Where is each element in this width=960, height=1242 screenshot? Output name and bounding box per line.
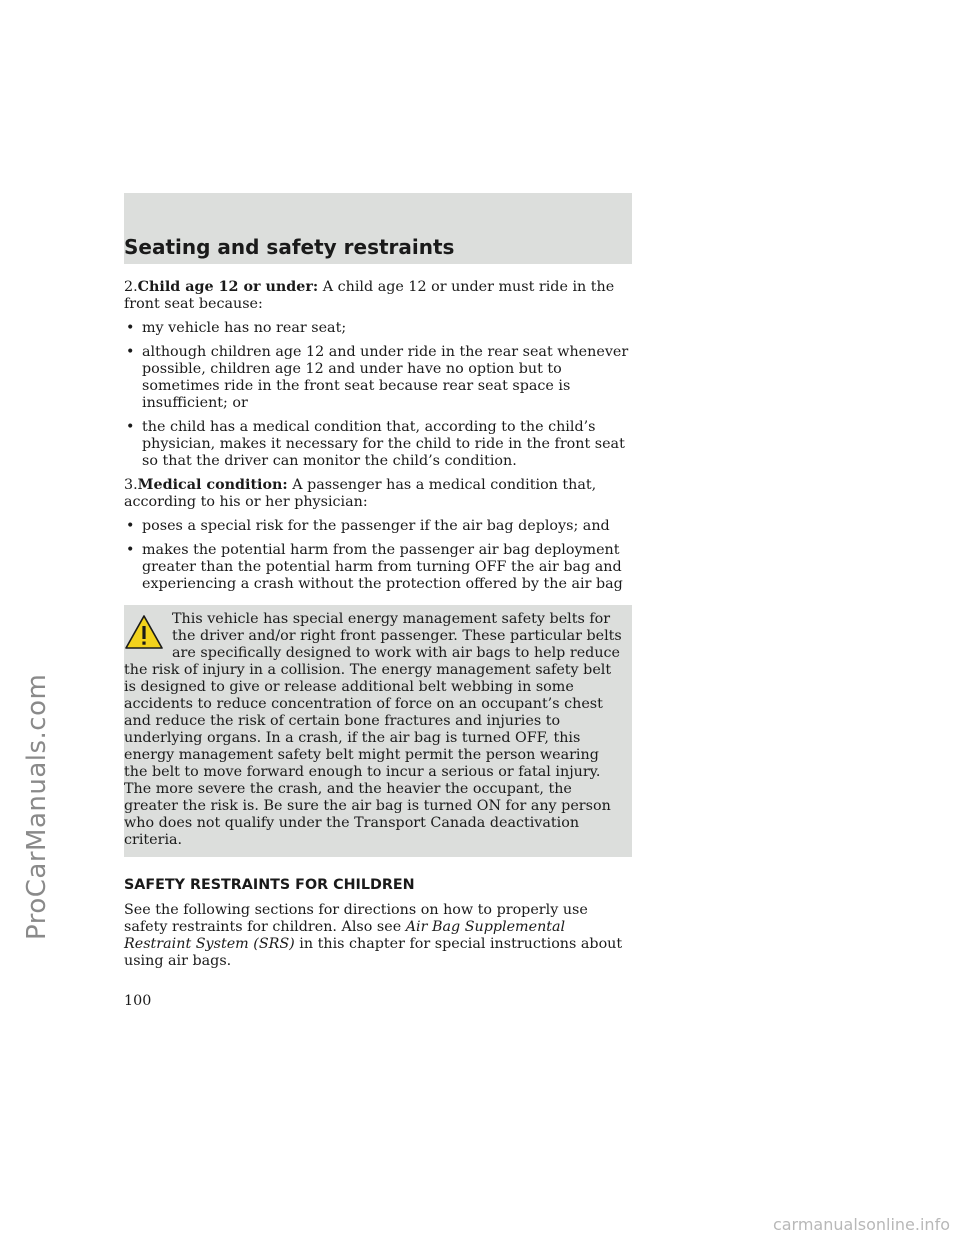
page-number: 100: [124, 993, 152, 1009]
item-text: A passenger has a medical condition that, according to his or her physician:: [124, 477, 597, 510]
section-paragraph: See the following sections for directions on how to properly use safety restraints for children. Also see Air Bag Supplemental Restraint System (SRS) in this chapter for special instructions about using air bags.: [124, 902, 623, 969]
list-item: • poses a special risk for the passenger if the air bag deploys; and: [126, 518, 610, 534]
header-band: [124, 193, 632, 264]
item-number: 2.: [124, 279, 138, 295]
item-label: Child age 12 or under:: [137, 279, 319, 295]
bullet-icon: •: [126, 320, 135, 336]
bullet-icon: •: [126, 542, 135, 558]
section-title: Seating and safety restraints: [124, 235, 455, 259]
warning-box: [124, 605, 632, 857]
bullet-icon: •: [126, 419, 135, 435]
bullet-icon: •: [126, 344, 135, 360]
item-text: A child age 12 or under must ride in the front seat because:: [124, 279, 615, 312]
footer-watermark: carmanualsonline.info: [772, 1215, 950, 1234]
warning-text: This vehicle has special energy management safety belts for the driver and/or right front passenger. These particular belts are specifically designed to work with air bags to help reduce the risk of injury in a collision. The energy management safety belt is designed to give or release additional belt webbing in some accidents to reduce concentration of force on an occupant’s chest and reduce the risk of certain bone fractures and injuries to underlying organs. In a crash, if the air bag is turned OFF, this energy management safety belt might permit the person wearing the belt to move forward enough to incur a serious or fatal injury. The more severe the crash, and the heavier the occupant, the greater the risk is. Be sure the air bag is turned ON for any person who does not qualify under the Transport Canada deactivation criteria.: [124, 611, 622, 848]
cross-reference: Air Bag Supplemental Restraint System (SRS): [124, 919, 566, 952]
item-2: [124, 279, 634, 313]
item-number: 3.: [124, 477, 138, 493]
bullet-icon: •: [126, 518, 135, 534]
page-content: [124, 279, 634, 977]
section-heading: SAFETY RESTRAINTS FOR CHILDREN: [124, 877, 415, 893]
list-item: • my vehicle has no rear seat;: [126, 320, 347, 336]
side-watermark: ProCarManuals.com: [22, 673, 52, 940]
list-item: • makes the potential harm from the passenger air bag deployment greater than the potential harm from turning OFF the air bag and experiencing a crash without the protection offered by the air bag: [126, 542, 623, 592]
item-label: Medical condition:: [137, 477, 288, 493]
item-3: [124, 477, 634, 511]
warning-triangle-icon: [124, 613, 164, 651]
list-item: • the child has a medical condition that, according to the child’s physician, makes it necessary for the child to ride in the front seat so that the driver can monitor the child’s condition.: [126, 419, 625, 469]
list-item: • although children age 12 and under ride in the rear seat whenever possible, children age 12 and under have no option but to sometimes ride in the front seat because rear seat space is insufficient; or: [126, 344, 629, 411]
